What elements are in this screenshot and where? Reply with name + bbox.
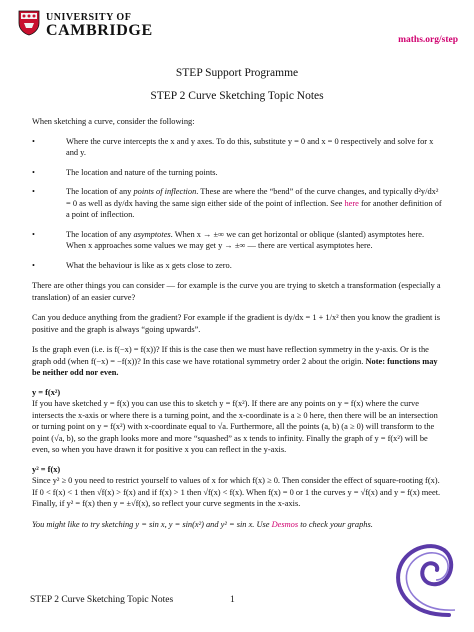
desmos-link[interactable]: Desmos <box>271 519 299 529</box>
inflection-here-link[interactable]: here <box>344 198 359 208</box>
transformation-paragraph: There are other things you can consider — for example is the curve you are trying to sketch a transformation (especially a translation) of an easier curve? <box>32 281 441 302</box>
intro-paragraph: When sketching a curve, consider the following: <box>32 117 195 126</box>
bullet-inflection-e: for another definition of a point of inflection. <box>66 198 442 219</box>
list-item <box>32 136 444 159</box>
bullet-inflection-term: points of inflection <box>133 187 197 196</box>
bullet-behaviour-near-zero: What the behaviour is like as x gets close to zero. <box>66 260 232 270</box>
cambridge-shield-logo <box>18 10 40 36</box>
section-heading-y-squared: y² = f(x) <box>32 464 61 474</box>
header <box>18 10 458 50</box>
section-text-f-of-x-squared: If you have sketched y = f(x) you can use this to sketch y = f(x²). If there are any points on y = f(x) where the curve intersects the x-axis or where there is a turning point, and the x-coordinate is a ≥ 0 here, then there will be an intersection or turning point on y = f(x²) with x-coordinate equal to √a. Furthermore, all the points (a, b) (a ≥ 0) will transform to the point (√a, b), so the graph looks more and more “squashed” as x tends to infinity. Finally the graph of y = f(x²) will be even, so when you have drawn it for positive x you can reflect in the y-axis. <box>32 399 438 454</box>
symmetry-note: Note: functions may be neither odd nor even. <box>32 356 438 377</box>
bullet-asymptotes-c: . When x → ±∞ we can get horizontal or oblique (slanted) asymptotes here. When x approaches some values we may get y → ±∞ — there are vertical asymptotes here. <box>66 229 425 250</box>
symmetry-text: Is the graph even (i.e. is f(−x) = f(x))? If this is the case then we must have reflection symmetry in the y-axis. Or is the graph odd (when f(−x) = −f(x))? In this case we have rotational symmetry order 2 about the origin. <box>32 345 429 366</box>
website-link[interactable]: maths.org/step <box>398 35 458 45</box>
list-item <box>32 186 444 221</box>
spiral-decoration-icon <box>389 520 464 620</box>
bullet-turning-points: The location and nature of the turning points. <box>66 167 218 177</box>
bullet-inflection-a: The location of any <box>66 187 132 196</box>
list-item <box>32 167 444 179</box>
consideration-list <box>32 136 444 272</box>
university-name-top: UNIVERSITY OF <box>46 12 132 23</box>
closing-text-a: You might like to try sketching y = sin x, y = sin(x²) and y² = sin x. Use <box>32 519 270 529</box>
page-number: 1 <box>230 595 235 605</box>
symmetry-paragraph <box>32 344 444 379</box>
section-text-y-squared: Since y² ≥ 0 you need to restrict yourself to values of x for which f(x) ≥ 0. Then consider the effect of square-rooting f(x). If 0 < f(x) < 1 then √f(x) > f(x) and if f(x) > 1 then √f(x) < f(x). When f(x) = 0 or 1 the curves y = √f(x) and y = f(x) meet. Finally, if y² = f(x) then y = ±√f(x), so reflect your curve segments in the x-axis. <box>32 476 441 508</box>
bullet-asymptotes-a: The location of any <box>66 229 132 239</box>
closing-text-c: to check your graphs. <box>300 519 373 529</box>
bullet-asymptotes-term: asymptotes <box>133 229 171 239</box>
footer-title: STEP 2 Curve Sketching Topic Notes <box>30 595 174 605</box>
bullet-intercepts: Where the curve intercepts the x and y axes. To do this, substitute y = 0 and x = 0 respectively and solve for x and y. <box>66 136 434 157</box>
section-heading-f-of-x-squared: y = f(x²) <box>32 387 61 397</box>
gradient-paragraph: Can you deduce anything from the gradient? For example if the gradient is dy/dx = 1 + 1/x² then you know the gradient is positive and the graph is always “going upwards”. <box>32 313 441 334</box>
university-name-bottom: CAMBRIDGE <box>46 22 153 39</box>
bullet-inflection-c: . These are where the “bend” of the curve changes, and typically d²y/dx² = 0 as well as dy/dx having the same sign either side of the point of inflection. See <box>66 187 439 208</box>
list-item <box>32 260 444 272</box>
document-body <box>32 116 444 530</box>
document-title: STEP Support Programme <box>175 67 299 79</box>
document-subtitle: STEP 2 Curve Sketching Topic Notes <box>150 90 324 102</box>
list-item <box>32 229 444 252</box>
closing-paragraph <box>32 519 444 531</box>
